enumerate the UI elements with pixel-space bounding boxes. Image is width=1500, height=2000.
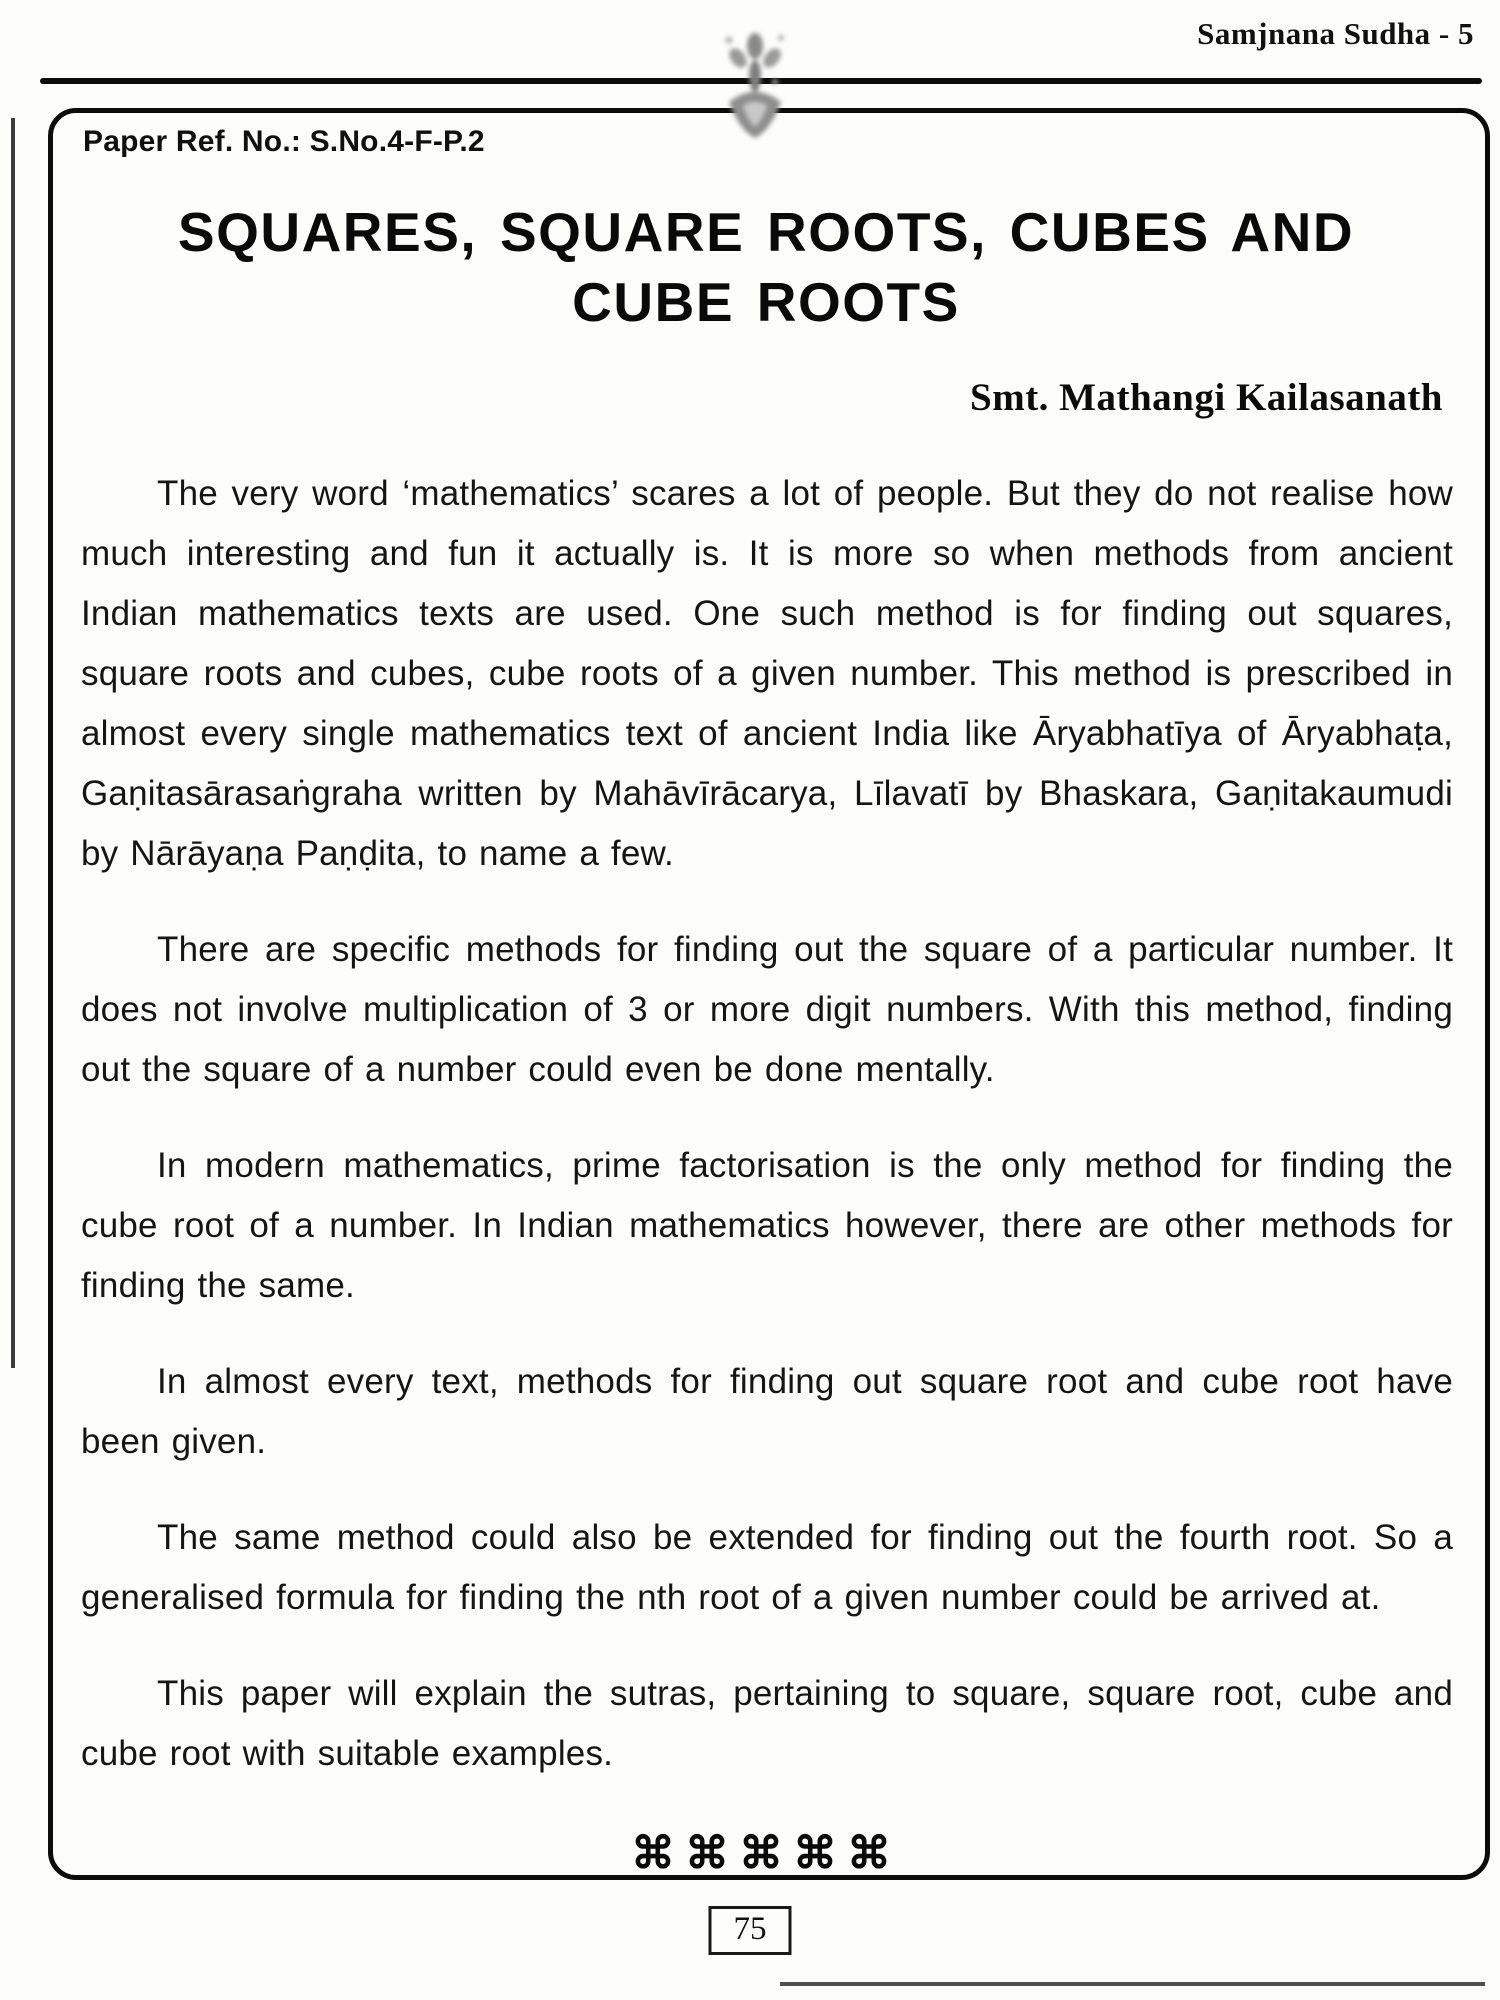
paragraph-4: In almost every text, methods for finding out square root and cube root have been given. <box>81 1362 1453 1461</box>
paragraph-5: The same method could also be extended for finding out the fourth root. So a generalised formula for finding the nth root of a given number could be arrived at. <box>81 1518 1453 1617</box>
content-frame <box>48 108 1490 1880</box>
journal-header: Samjnana Sudha - 5 <box>1197 16 1474 51</box>
scan-edge-artifact-left <box>11 118 15 1368</box>
paper-ref: Paper Ref. No.: S.No.4-F-P.2 <box>83 125 485 158</box>
flower-stamp-icon <box>705 24 805 154</box>
title-line-2: CUBE ROOTS <box>572 271 960 333</box>
paper-title <box>75 197 1457 337</box>
paragraph-3: In modern mathematics, prime factorisation is the only method for finding the cube root of a number. In Indian mathematics however, there are other methods for finding the same. <box>81 1146 1453 1305</box>
paragraph-6: This paper will explain the sutras, pertaining to square, square root, cube and cube root with suitable examples. <box>81 1674 1453 1773</box>
paragraph-2: There are specific methods for finding out the square of a particular number. It does not involve multiplication of 3 or more digit numbers. With this method, finding out the square of a number could even be done mentally. <box>81 930 1453 1089</box>
scan-edge-artifact-bottom <box>780 1982 1485 1986</box>
page-number-value: 75 <box>733 1911 767 1947</box>
ornament-divider: ⌘⌘⌘⌘⌘ <box>631 1829 901 1878</box>
title-line-1: SQUARES, SQUARE ROOTS, CUBES AND <box>177 201 1355 263</box>
page-number <box>709 1906 792 1955</box>
author-name: Smt. Mathangi Kailasanath <box>970 376 1443 419</box>
paragraph-1: The very word ‘mathematics’ scares a lot of people. But they do not realise how much interesting and fun it actually is. It is more so when methods from ancient Indian mathematics texts are used. One such method is for finding out squares, square roots and cubes, cube roots of a given number. This method is prescribed in almost every single mathematics text of ancient India like Āryabhatīya of Āryabhaṭa, Gaṇitasārasaṅgraha written by Mahāvīrācarya, Līlavatī by Bhaskara, Gaṇitakaumudi by Nārāyaṇa Paṇḍita, to name a few. <box>81 474 1453 873</box>
